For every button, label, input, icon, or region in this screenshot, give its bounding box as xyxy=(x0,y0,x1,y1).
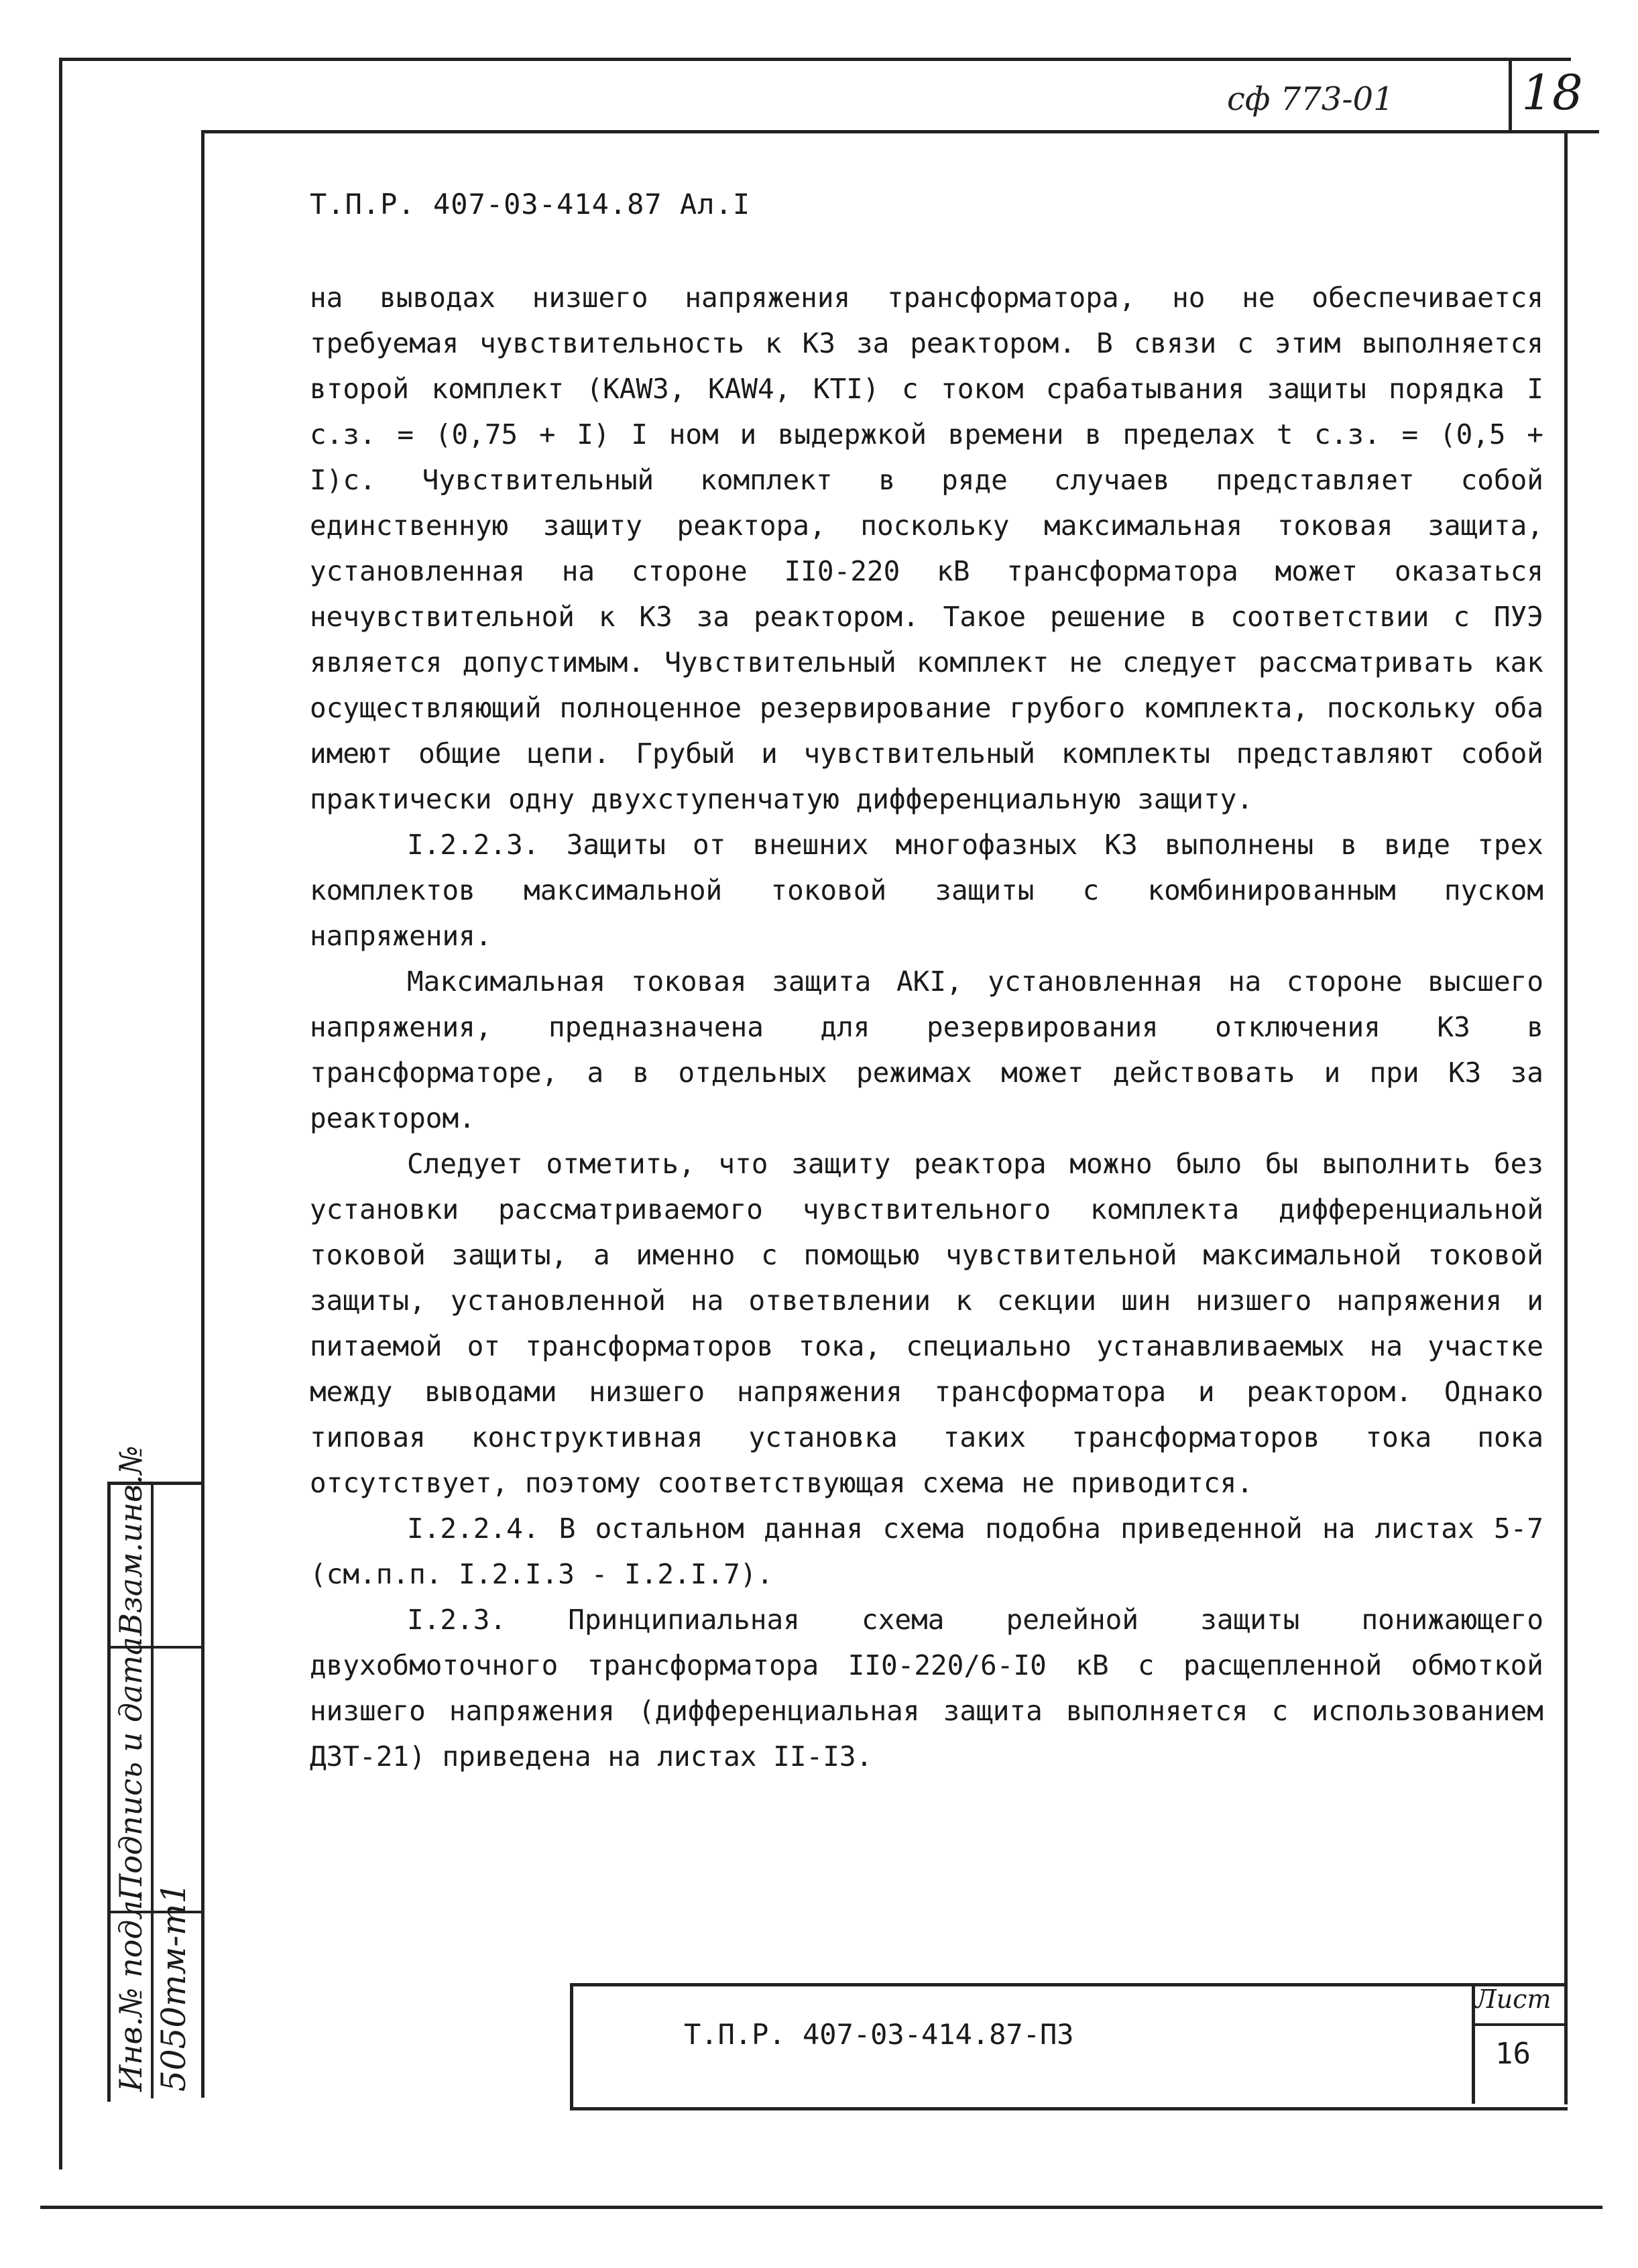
paragraph: I.2.3. Принципиальная схема релейной защиты понижающего двухобмоточного трансформатора II0-220/6-I0 кВ с расщепленной обмоткой низшего напряжения (дифференциальная защита выполняется с использованием ДЗТ-21) приведена на листах II-I3. xyxy=(310,1604,1543,1773)
inner-frame-top xyxy=(201,130,1582,133)
inner-frame-right xyxy=(1564,130,1568,2104)
inner-frame-left xyxy=(201,130,204,2098)
sheet-frame-bottom xyxy=(40,2206,1602,2209)
side-label-podpis: Подпись и дата xyxy=(113,1636,149,1901)
document-body xyxy=(310,275,1543,1779)
side-label-vzam-inv: Взам.инв.№ xyxy=(113,1445,149,1636)
side-stamp-divider xyxy=(151,1482,154,2098)
list-box-divider xyxy=(1472,2023,1564,2026)
sheet-frame-top xyxy=(59,58,1571,61)
side-inv-number: 5050тм-т1 xyxy=(154,1882,193,2092)
page-header-code: Т.П.Р. 407-03-414.87 Ал.I xyxy=(310,188,751,221)
paragraph: I.2.2.3. Защиты от внешних многофазных КЗ выполнены в виде трех комплектов максимальной токовой защиты с комбинированным пуском напряжения. xyxy=(310,829,1543,952)
paragraph: I.2.2.4. В остальном данная схема подобна приведенной на листах 5-7 (см.п.п. I.2.I.3 - I.2.I.7). xyxy=(310,1512,1543,1590)
paragraph: на выводах низшего напряжения трансформатора, но не обеспечивается требуемая чувствительность к КЗ за реактором. В связи с этим выполняется второй комплект (KAW3, KAW4, KTI) с током срабатывания защиты порядка I с.з. = (0,75 + I) I ном и выдержкой времени в пределах t c.з. = (0,5 + I)с. Чувствительный комплект в ряде случаев представляет собой единственную защиту реактора, поскольку максимальная токовая защита, установленная на стороне II0-220 кВ трансформатора может оказаться нечувствительной к КЗ за реактором. Такое решение в соответствии с ПУЭ является допустимым. Чувствительный комплект не следует рассматривать как осуществляющий полноценное резервирование грубого комплекта, поскольку оба имеют общие цепи. Грубый и чувствительный комплекты представляют собой практически одну двухступенчатую дифференциальную защиту. xyxy=(310,282,1543,815)
sheet-number: 18 xyxy=(1521,64,1583,121)
paragraph: Следует отметить, что защиту реактора можно было бы выполнить без установки рассматриваемого чувствительного комплекта дифференциальной токовой защиты, а именно с помощью чувствительной максимальной токовой защиты, установленной на ответвлении к секции шин низшего напряжения и питаемой от трансформаторов тока, специально устанавливаемых на участке между выводами низшего напряжения трансформатора и реактором. Однако типовая конструктивная установка таких трансформаторов тока пока отсутствует, поэтому соответствующая схема не приводится. xyxy=(310,1148,1543,1499)
side-label-inv-podl: Инв.№ подл. xyxy=(113,1890,149,2092)
paragraph: Максимальная токовая защита AKI, установленная на стороне высшего напряжения, предназначена для резервирования отключения КЗ в трансформаторе, а в отдельных режимах может действовать и при КЗ за реактором. xyxy=(310,965,1543,1134)
sheet-frame-left xyxy=(59,58,62,2169)
title-block-code: Т.П.Р. 407-03-414.87-ПЗ xyxy=(684,2018,1074,2051)
list-label: Лист xyxy=(1475,1984,1552,2014)
list-number: 16 xyxy=(1495,2037,1531,2071)
handwritten-doc-ref: сф 773-01 xyxy=(1227,80,1394,118)
